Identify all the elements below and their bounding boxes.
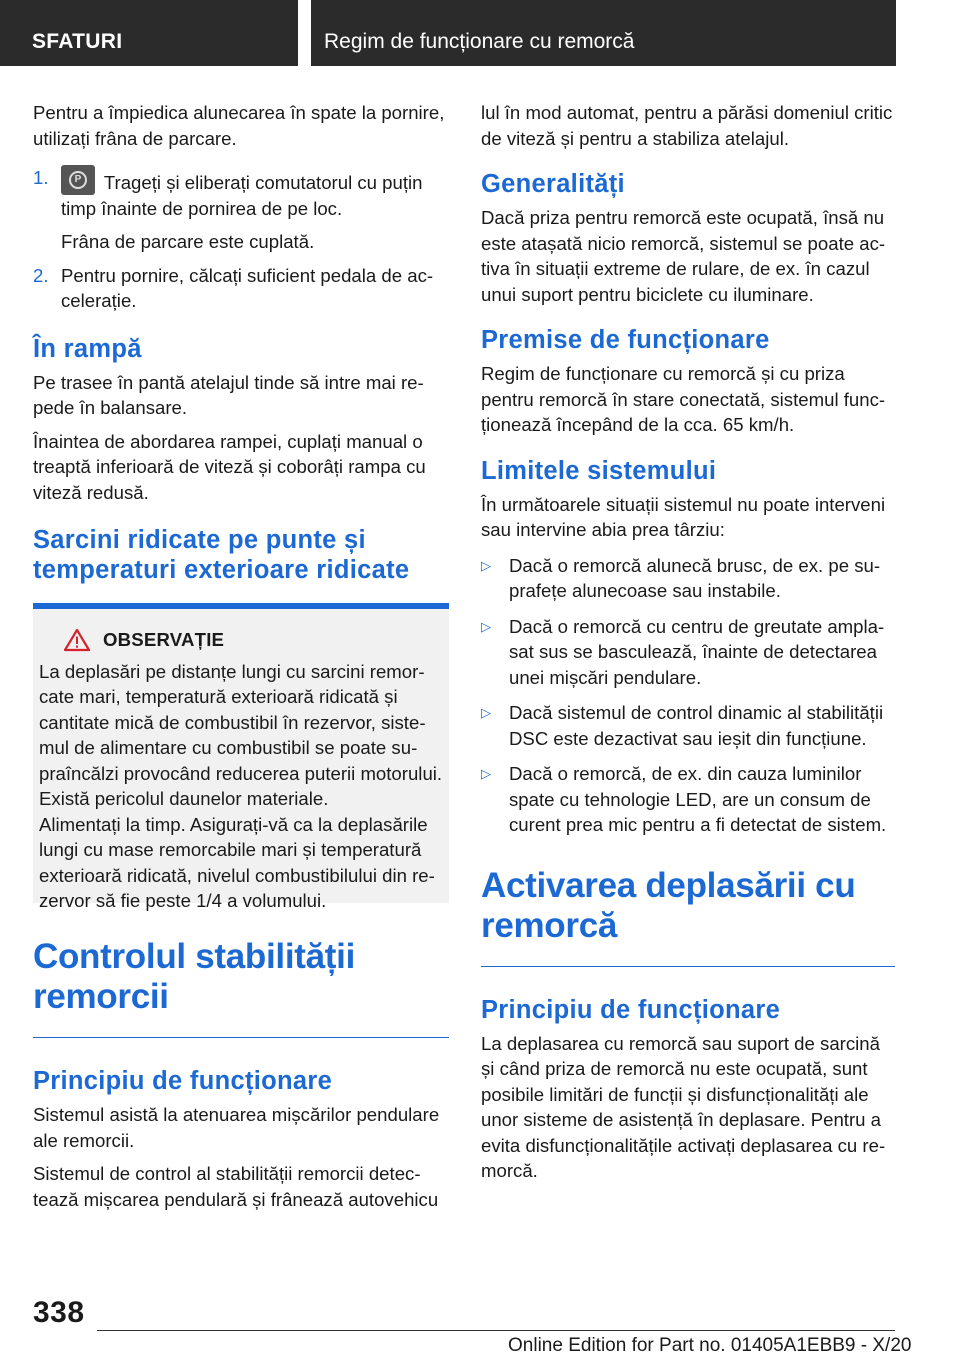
principle-paragraph: Sistemul asistă la atenuarea mișcărilor pendulare ale remorcii.	[33, 1104, 440, 1151]
step-number: 1.	[33, 167, 49, 188]
warning-triangle-icon	[63, 628, 91, 652]
triangle-bullet-icon: ▷	[481, 705, 491, 720]
ramp-paragraph: Pe trasee în pantă atelajul tinde să intre mai repede în balansare.	[33, 371, 424, 418]
warning-text: La deplasări pe distanțe lungi cu sarcini remorcate mari, temperatură exterioară ridicată și cantitate mică de combustibil în rezervor, sistemul de alimentare cu combustibil se poate supraîncălzi provocând reducerea puterii motorului. Există pericolul daunelor materiale.	[39, 660, 443, 809]
ramp-heading: În rampă	[33, 334, 142, 363]
general-heading: Generalități	[481, 170, 625, 198]
parking-brake-icon: P	[61, 165, 95, 195]
page-header	[0, 0, 960, 66]
activate-section-header	[481, 866, 895, 967]
step-item	[33, 165, 449, 221]
warning-box	[33, 603, 449, 911]
principle-paragraph: La deplasarea cu remorcă sau suport de sarcină și când priza de remorcă nu este ocupată, sunt posibile limitări de funcții și disfuncționalități ale unor sisteme de asistență în deplasare. Pentru a evita disfuncționalitățile activați deplasarea cu remorcă.	[481, 1032, 886, 1181]
intro-text: Pentru a împiedica alunecarea în spate la pornire, utilizați frâna de parcare.	[33, 102, 445, 149]
page-number: 338	[33, 1296, 85, 1329]
edition-text: Online Edition for Part no. 01405A1EBB9 - X/20	[508, 1335, 912, 1356]
list-item	[481, 553, 895, 604]
triangle-bullet-icon: ▷	[481, 557, 491, 573]
principle-paragraph: Sistemul de control al stabilității remorcii detectează mișcarea pendulară și frânează autovehicu	[33, 1163, 439, 1210]
limits-paragraph: În următoarele situații sistemul nu poate interveni sau intervine abia prea târziu:	[481, 493, 886, 540]
list-item-text: Dacă o remorcă cu centru de greutate amplasat sus se basculează, înainte de detectarea unei mișcări pendulare.	[509, 615, 885, 688]
warning-header	[39, 627, 443, 653]
footer-divider	[97, 1330, 895, 1331]
stability-section-header	[33, 937, 449, 1038]
list-item-text: Dacă sistemul de control dinamic al stabilității DSC este dezactivat sau ieșit din funcțiune.	[509, 702, 884, 749]
principle-heading: Principiu de funcționare	[33, 1067, 333, 1095]
list-item	[481, 614, 895, 691]
step-note-item	[33, 229, 449, 255]
left-column	[33, 100, 449, 1220]
continued-paragraph: lul în mod automat, pentru a părăsi domeniul critic de viteză și pentru a stabiliza atelajul.	[481, 102, 893, 149]
list-item	[481, 700, 895, 751]
step-text: Trageți și eliberați comutatorul cu puțin timp înainte de pornirea de pe loc.	[61, 172, 423, 219]
step-note: Frâna de parcare este cuplată.	[61, 231, 315, 252]
stability-heading: Controlul stabilității remorcii	[33, 937, 356, 1016]
activate-heading: Activarea deplasării cu remorcă	[481, 865, 856, 945]
list-item-text: Dacă o remorcă, de ex. din cauza luminilor spate cu tehnologie LED, are un consum de curent prea mic pentru a fi detectat de sistem.	[509, 763, 887, 835]
triangle-bullet-icon: ▷	[481, 766, 491, 781]
list-item-text: Dacă o remorcă alunecă brusc, de ex. pe suprafețe alunecoase sau instabile.	[509, 554, 881, 601]
list-item	[481, 761, 895, 838]
general-paragraph: Dacă priza pentru remorcă este ocupată, însă nu este atașată nicio remorcă, sistemul se poate activa în situații extreme de rulare, de ex. în cazul unui suport pentru biciclete cu iluminare.	[481, 207, 886, 305]
step-number: 2.	[33, 264, 49, 286]
section-label: SFATURI	[0, 0, 298, 66]
step-item	[33, 263, 449, 314]
ramp-paragraph: Înaintea de abordarea rampei, cuplați manual o treaptă inferioară de viteză și coborâți rampa cu viteză redusă.	[33, 430, 426, 503]
right-column	[481, 100, 895, 1192]
triangle-bullet-icon: ▷	[481, 618, 491, 634]
limits-list	[481, 553, 895, 838]
premise-heading: Premise de funcționare	[481, 326, 770, 354]
premise-paragraph: Regim de funcționare cu remorcă și cu priza pentru remorcă în stare conectată, sistemul funcționează începând de la cca. 65 km/h.	[481, 363, 886, 435]
warning-text: Alimentați la timp. Asigurați-vă ca la deplasările lungi cu mase remorcabile mari și temperatură exterioară ridicată, nivelul combustibilului din rezervor să fie peste 1/4 a volumului.	[39, 813, 435, 911]
limits-heading: Limitele sistemului	[481, 456, 717, 485]
load-heading: Sarcini ridicate pe punte și temperaturi exterioare ridicate	[33, 526, 410, 584]
chapter-title: Regim de funcționare cu remorcă	[311, 0, 896, 66]
principle-heading: Principiu de funcționare	[481, 995, 781, 1024]
steps-list	[33, 165, 449, 314]
warning-title: OBSERVAȚIE	[103, 629, 225, 650]
step-text: Pentru pornire, călcați suficient pedala de accelerație.	[61, 264, 434, 311]
